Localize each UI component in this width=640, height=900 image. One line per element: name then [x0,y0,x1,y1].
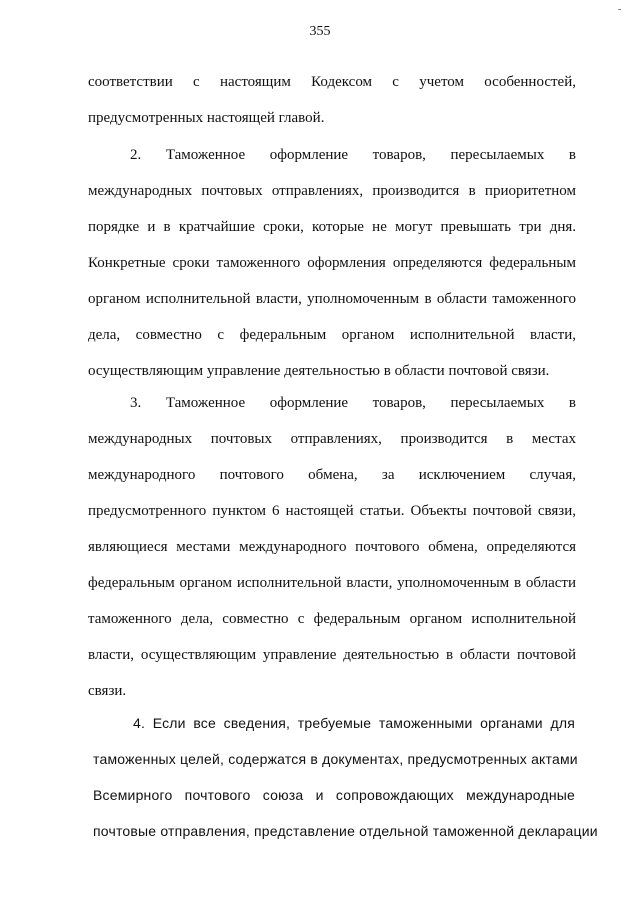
text-line: федеральным органом исполнительной власти, уполномоченным в области [88,575,576,591]
text-line: 2. Таможенное оформление товаров, пересылаемых в [130,147,576,163]
text-line: органом исполнительной власти, уполномоченным в области таможенного [88,291,576,307]
text-line: 4. Если все сведения, требуемые таможенными органами для [133,715,575,731]
corner-mark: - [618,4,622,15]
text-line: почтовые отправления, представление отдельной таможенной декларации [93,823,598,839]
text-line: Всемирного почтового союза и сопровождающих международные [93,787,575,803]
text-line: таможенного дела, совместно с федеральным органом исполнительной [88,611,576,627]
text-line: соответствии с настоящим Кодексом с учетом особенностей, [88,74,576,90]
text-line: международного почтового обмена, за исключением случая, [88,467,576,483]
text-line: 3. Таможенное оформление товаров, пересылаемых в [130,395,576,411]
text-line: связи. [88,683,127,699]
text-line: предусмотренных настоящей главой. [88,110,325,126]
text-line: осуществляющим управление деятельностью в области почтовой связи. [88,363,550,379]
text-line: дела, совместно с федеральным органом исполнительной власти, [88,327,576,343]
text-line: Конкретные сроки таможенного оформления определяются федеральным [88,255,576,271]
page-number: 355 [309,24,331,39]
text-line: порядке и в кратчайшие сроки, которые не могут превышать три дня. [88,219,576,235]
text-line: власти, осуществляющим управление деятельностью в области почтовой [88,647,576,663]
text-line: международных почтовых отправлениях, производится в приоритетном [88,183,576,199]
text-line: являющиеся местами международного почтового обмена, определяются [88,539,576,555]
text-line: предусмотренного пунктом 6 настоящей статьи. Объекты почтовой связи, [88,503,576,519]
text-line: международных почтовых отправлениях, производится в местах [88,431,576,447]
text-line: таможенных целей, содержатся в документах, предусмотренных актами [93,751,578,767]
